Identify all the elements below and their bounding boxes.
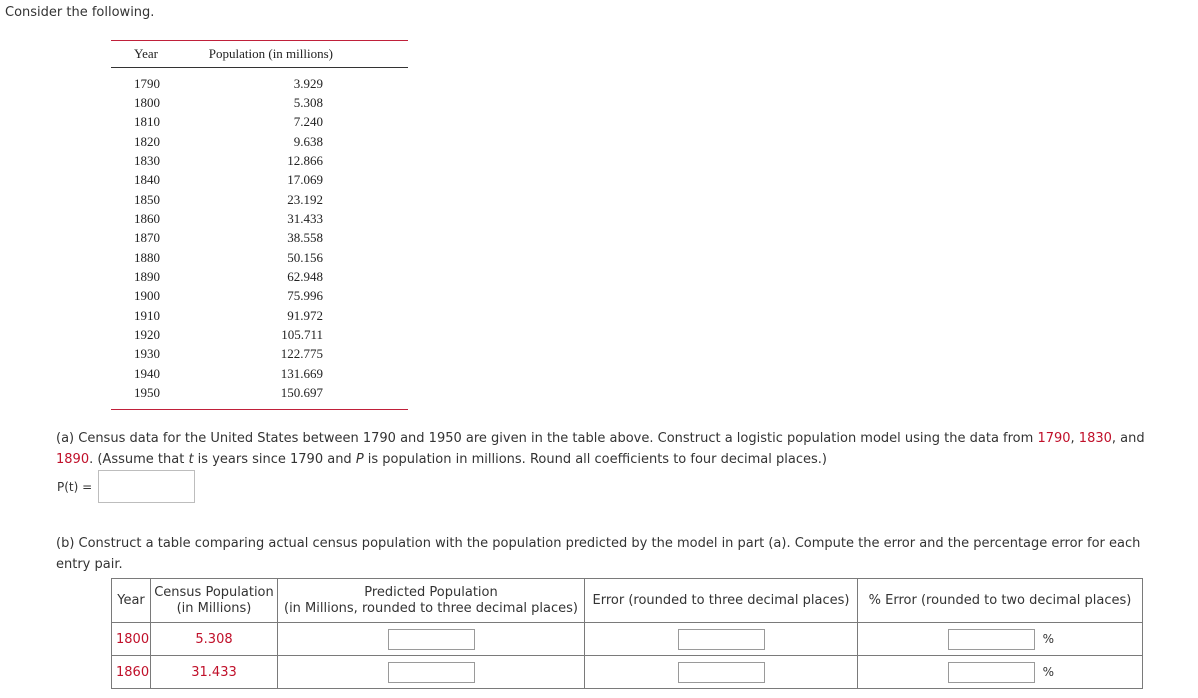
pct-error-input[interactable]: [948, 629, 1035, 650]
error-input[interactable]: [678, 629, 765, 650]
model-equation-label: P(t) =: [57, 479, 93, 494]
intro-text: Consider the following.: [5, 5, 155, 20]
table-row: [111, 364, 408, 383]
census-population: 23.192: [287, 191, 323, 207]
census-population: 75.996: [287, 288, 323, 304]
row-year: 1860: [112, 656, 151, 689]
census-population: 17.069: [287, 172, 323, 188]
table-row: [111, 68, 408, 94]
comp-col-predicted-line2: (in Millions, rounded to three decimal places): [284, 600, 578, 616]
census-population: 31.433: [287, 211, 323, 227]
table-row: [112, 656, 1143, 689]
census-year: 1900: [134, 288, 160, 304]
row-predicted-cell: [278, 656, 585, 689]
row-year: 1800: [112, 623, 151, 656]
model-equation-input[interactable]: [98, 470, 195, 503]
row-census-value: 5.308: [151, 623, 278, 656]
census-col-population: Population (in millions): [185, 41, 408, 68]
census-year: 1810: [134, 114, 160, 130]
part-a-text-2: . (Assume that: [89, 452, 189, 467]
row-error-cell: [585, 656, 858, 689]
row-predicted-cell: [278, 623, 585, 656]
census-year: 1860: [134, 211, 160, 227]
census-population: 150.697: [185, 384, 408, 410]
census-year: 1820: [134, 133, 160, 149]
predicted-input[interactable]: [388, 629, 475, 650]
census-population: 122.775: [280, 346, 323, 362]
percent-sign: %: [1042, 632, 1054, 646]
census-population: 5.308: [293, 95, 323, 111]
predicted-input[interactable]: [388, 662, 475, 683]
census-year: 1940: [134, 365, 160, 381]
table-row: [111, 151, 408, 170]
table-row: [111, 267, 408, 286]
table-row: [111, 345, 408, 364]
part-a-year-1830: 1830: [1078, 431, 1112, 446]
census-year: 1910: [134, 307, 160, 323]
part-a-text-1: (a) Census data for the United States between 1790 and 1950 are given in the table above. Construct a logistic population model using the data from: [56, 431, 1038, 446]
census-table-body: [111, 68, 408, 410]
variable-p: P: [355, 452, 364, 467]
census-year: 1850: [134, 191, 160, 207]
part-a-text-3: is years since 1790 and: [193, 452, 356, 467]
census-population: 9.638: [293, 133, 323, 149]
table-row: [111, 325, 408, 344]
census-year: 1800: [134, 95, 160, 111]
table-row: [111, 306, 408, 325]
row-census-value: 31.433: [151, 656, 278, 689]
part-a-sep-2: , and: [1111, 431, 1145, 446]
comp-col-error: Error (rounded to three decimal places): [585, 579, 858, 623]
census-year: 1930: [134, 346, 160, 362]
census-col-year: Year: [111, 41, 185, 68]
census-year: 1790: [134, 75, 160, 91]
comp-col-census-line1: Census Population: [154, 584, 274, 600]
census-population: 105.711: [281, 327, 323, 343]
census-year: 1830: [134, 153, 160, 169]
table-row: [111, 132, 408, 151]
census-population: 38.558: [287, 230, 323, 246]
census-year: 1950: [111, 384, 185, 410]
comparison-table: [111, 578, 1143, 689]
census-population: 3.929: [293, 75, 323, 91]
census-year: 1880: [134, 249, 160, 265]
comp-col-year: Year: [112, 579, 151, 623]
row-pct-cell: [858, 656, 1143, 689]
error-input[interactable]: [678, 662, 765, 683]
census-population: 62.948: [287, 269, 323, 285]
census-population: 12.866: [287, 153, 323, 169]
table-row: [111, 248, 408, 267]
census-population: 91.972: [287, 307, 323, 323]
table-row: [111, 384, 408, 410]
table-row: [111, 209, 408, 228]
comp-col-pct-error: % Error (rounded to two decimal places): [858, 579, 1143, 623]
table-row: [111, 93, 408, 112]
percent-sign: %: [1042, 665, 1054, 679]
census-data-table: [111, 40, 408, 410]
table-row: [111, 229, 408, 248]
row-pct-cell: [858, 623, 1143, 656]
census-year: 1870: [134, 230, 160, 246]
part-a-sep-1: ,: [1070, 431, 1079, 446]
comp-col-predicted-line1: Predicted Population: [364, 584, 498, 600]
comp-col-predicted: [278, 579, 585, 623]
census-year: 1840: [134, 172, 160, 188]
census-year: 1890: [134, 269, 160, 285]
census-population: 50.156: [287, 249, 323, 265]
census-population: 7.240: [293, 114, 323, 130]
row-error-cell: [585, 623, 858, 656]
pct-error-input[interactable]: [948, 662, 1035, 683]
model-equation-row: [57, 470, 195, 503]
part-a-text-4: is population in millions. Round all coefficients to four decimal places.): [363, 452, 827, 467]
census-year: 1920: [134, 327, 160, 343]
part-b-question: (b) Construct a table comparing actual census population with the population predicted by the model in part (a). Compute the error and the percentage error for each entry pair.: [56, 536, 1141, 572]
comp-col-census-line2: (in Millions): [176, 600, 252, 616]
table-row: [111, 287, 408, 306]
part-a-year-1790: 1790: [1037, 431, 1071, 446]
comp-col-census: [151, 579, 278, 623]
table-row: [111, 171, 408, 190]
census-population: 131.669: [280, 365, 323, 381]
table-row: [111, 190, 408, 209]
table-row: [111, 113, 408, 132]
variable-t: t: [188, 452, 194, 467]
part-a-question: [56, 428, 1176, 470]
table-row: [112, 623, 1143, 656]
part-a-year-1890: 1890: [56, 452, 90, 467]
